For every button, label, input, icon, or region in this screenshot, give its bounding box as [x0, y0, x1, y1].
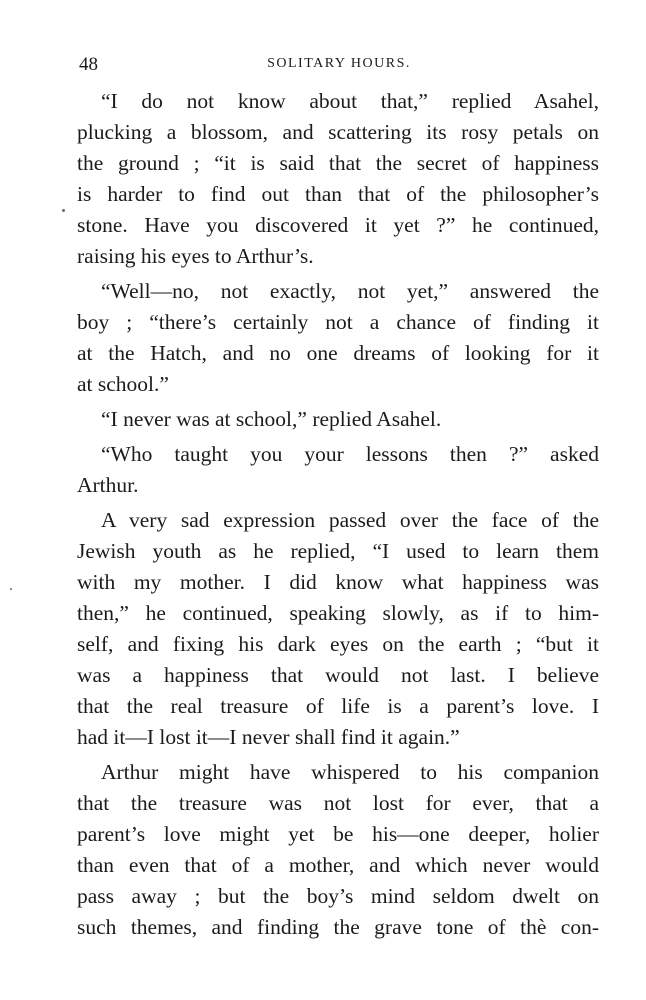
text-line: “Well—no, not exactly, not yet,” answered the	[101, 279, 599, 303]
text-line: at school.”	[77, 372, 169, 396]
text-line: that the real treasure of life is a parent’s love. I	[77, 694, 599, 718]
text-line: that the treasure was not lost for ever, that a	[77, 791, 599, 815]
text-line: with my mother. I did know what happiness was	[77, 570, 599, 594]
text-line: plucking a blossom, and scattering its rosy petals on	[77, 120, 599, 144]
paragraph-5	[77, 505, 599, 753]
body-text	[77, 86, 599, 943]
text-line: such themes, and finding the grave tone of thè con-	[77, 915, 599, 939]
page-number: 48	[79, 54, 98, 75]
text-line: A very sad expression passed over the face of the	[101, 508, 599, 532]
paragraph-3	[77, 404, 599, 435]
text-line: the ground ; “it is said that the secret of happiness	[77, 151, 599, 175]
text-line: had it—I lost it—I never shall find it again.”	[77, 725, 460, 749]
running-head	[79, 54, 599, 78]
paragraph-4	[77, 439, 599, 501]
text-line: pass away ; but the boy’s mind seldom dwelt on	[77, 884, 599, 908]
paragraph-6	[77, 757, 599, 943]
text-line: Arthur might have whispered to his companion	[101, 760, 599, 784]
paper-speck	[10, 588, 12, 590]
text-line: “I do not know about that,” replied Asahel,	[101, 89, 599, 113]
text-line: than even that of a mother, and which never would	[77, 853, 599, 877]
text-line: “Who taught you your lessons then ?” asked	[101, 442, 599, 466]
text-line: Arthur.	[77, 473, 139, 497]
text-line: Jewish youth as he replied, “I used to learn them	[77, 539, 599, 563]
paper-speck	[62, 209, 65, 212]
text-line: then,” he continued, speaking slowly, as if to him-	[77, 601, 599, 625]
text-line: “I never was at school,” replied Asahel.	[101, 407, 442, 431]
paragraph-1	[77, 86, 599, 272]
text-line: self, and fixing his dark eyes on the earth ; “but it	[77, 632, 599, 656]
text-line: was a happiness that would not last. I believe	[77, 663, 599, 687]
running-title: SOLITARY HOURS.	[267, 56, 411, 71]
text-line: is harder to find out than that of the philosopher’s	[77, 182, 599, 206]
text-line: at the Hatch, and no one dreams of looking for it	[77, 341, 599, 365]
paragraph-2	[77, 276, 599, 400]
text-line: boy ; “there’s certainly not a chance of finding it	[77, 310, 599, 334]
text-line: parent’s love might yet be his—one deeper, holier	[77, 822, 599, 846]
text-line: stone. Have you discovered it yet ?” he continued,	[77, 213, 599, 237]
text-line: raising his eyes to Arthur’s.	[77, 244, 314, 268]
